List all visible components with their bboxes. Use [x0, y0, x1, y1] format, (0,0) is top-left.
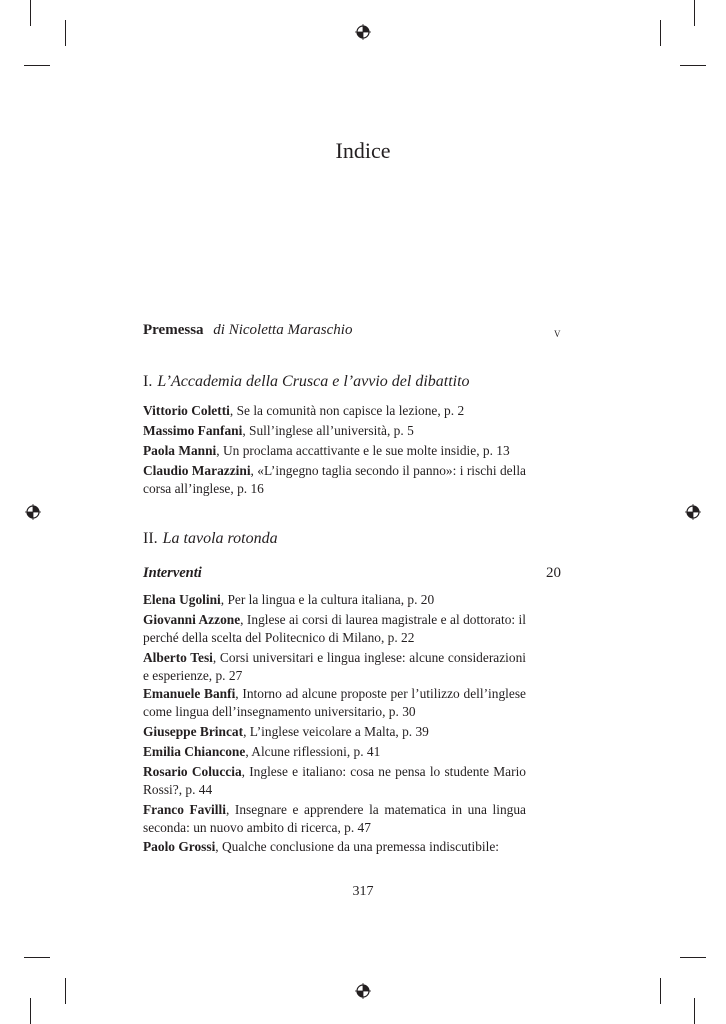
toc-entry[interactable] — [143, 743, 526, 761]
crop-mark — [680, 65, 706, 66]
crop-mark — [660, 978, 661, 1004]
section-number: I. — [143, 373, 153, 390]
entry-title: , Per la lingua e la cultura italiana, p. 20 — [220, 592, 435, 607]
entry-author: Emanuele Banfi — [143, 686, 236, 701]
section-heading-1[interactable] — [143, 373, 470, 391]
premessa-entry[interactable] — [143, 322, 563, 339]
crop-mark — [660, 20, 661, 46]
toc-entry[interactable] — [143, 402, 526, 420]
entry-author: Claudio Marazzini — [143, 463, 251, 478]
entry-title: , Intorno ad alcune proposte per l’utilizzo dell’inglese come lingua dell’insegnamento universitario, p. 30 — [143, 686, 526, 719]
entry-author: Emilia Chiancone — [143, 744, 246, 759]
crop-mark — [30, 998, 31, 1024]
section-number: II. — [143, 530, 158, 547]
toc-entry[interactable] — [143, 462, 526, 498]
page-number: 317 — [352, 884, 374, 899]
entry-author: Giovanni Azzone — [143, 612, 241, 627]
crop-mark — [65, 20, 66, 46]
toc-entry[interactable] — [143, 611, 526, 647]
entry-author: Franco Favilli — [143, 802, 226, 817]
toc-entry[interactable] — [143, 685, 526, 721]
entry-title: , Se la comunità non capisce la lezione, p. 2 — [229, 403, 465, 418]
entry-title: , Inglese ai corsi di laurea magistrale e al dottorato: il perché della scelta del Politecnico di Milano, p. 22 — [143, 612, 526, 645]
entry-title: , Alcune riflessioni, p. 41 — [245, 744, 381, 759]
crop-mark — [65, 978, 66, 1004]
entry-author: Vittorio Coletti — [143, 403, 230, 418]
entry-title: , Un proclama accattivante e le sue molte insidie, p. 13 — [216, 443, 510, 458]
crop-mark — [24, 957, 50, 958]
entry-title: , Inglese e italiano: cosa ne pensa lo studente Mario Rossi?, p. 44 — [143, 764, 526, 797]
crop-mark — [694, 0, 695, 26]
entry-title: , Corsi universitari e lingua inglese: alcune considerazioni e esperienze, p. 27 — [143, 650, 527, 683]
subsection-page-number: 20 — [546, 565, 561, 581]
entry-title: , Qualche conclusione da una premessa indiscutibile: — [215, 839, 500, 854]
premessa-page-number: v — [554, 325, 561, 340]
registration-mark-icon — [25, 504, 41, 520]
toc-entry[interactable] — [143, 838, 526, 856]
entry-author: Alberto Tesi — [143, 650, 213, 665]
toc-entry[interactable] — [143, 763, 526, 799]
crop-mark — [24, 65, 50, 66]
registration-mark-icon — [355, 24, 371, 40]
entry-title: , «L’ingegno taglia secondo il panno»: i rischi della corsa all’inglese, p. 16 — [143, 463, 526, 496]
section-title: La tavola rotonda — [162, 530, 278, 547]
entry-author: Elena Ugolini — [143, 592, 221, 607]
entry-title: , Insegnare e apprendere la matematica in una lingua seconda: un nuovo ambito di ricerca, p. 47 — [143, 802, 526, 835]
toc-entry[interactable] — [143, 649, 526, 685]
crop-mark — [30, 0, 31, 26]
entry-title: , L’inglese veicolare a Malta, p. 39 — [243, 724, 429, 739]
entry-author: Paola Manni — [143, 443, 217, 458]
toc-entry[interactable] — [143, 723, 526, 741]
section-title: L’Accademia della Crusca e l’avvio del dibattito — [157, 373, 470, 390]
page-title: Indice — [335, 138, 391, 163]
entry-title: , Sull’inglese all’università, p. 5 — [242, 423, 414, 438]
toc-entry[interactable] — [143, 442, 526, 460]
section-heading-2[interactable] — [143, 530, 278, 548]
subsection-title[interactable]: Interventi — [143, 565, 202, 581]
entry-author: Massimo Fanfani — [143, 423, 243, 438]
crop-mark — [694, 998, 695, 1024]
registration-mark-icon — [355, 983, 371, 999]
entry-author: Paolo Grossi — [143, 839, 216, 854]
crop-mark — [680, 957, 706, 958]
toc-entry[interactable] — [143, 801, 526, 837]
entry-author: Rosario Coluccia — [143, 764, 242, 779]
toc-entry[interactable] — [143, 422, 526, 440]
registration-mark-icon — [685, 504, 701, 520]
toc-entry[interactable] — [143, 591, 526, 609]
premessa-author: di Nicoletta Maraschio — [213, 322, 353, 338]
premessa-label: Premessa — [143, 322, 204, 338]
entry-author: Giuseppe Brincat — [143, 724, 244, 739]
